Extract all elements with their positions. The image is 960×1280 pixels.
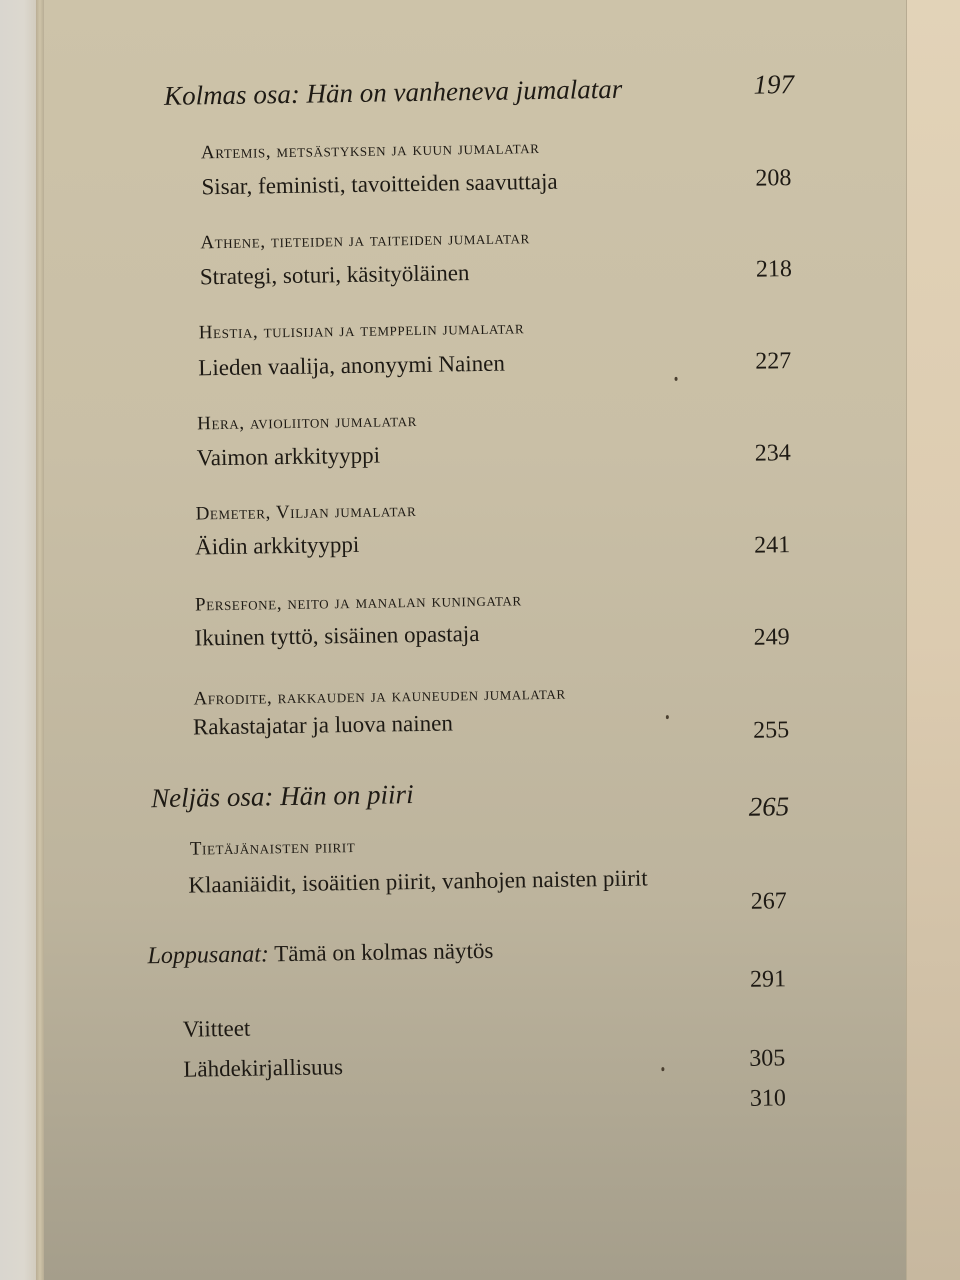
chapter-heading: Tietäjänaisten piirit bbox=[189, 835, 356, 860]
part-page-number: 197 bbox=[753, 69, 795, 100]
afterword-page-number: 291 bbox=[749, 966, 787, 993]
chapter-page-number: 241 bbox=[753, 532, 791, 559]
chapter-heading: Afrodite, rakkauden ja kauneuden jumalatar bbox=[193, 682, 566, 710]
chapter-page-number: 234 bbox=[754, 440, 791, 467]
chapter-title: Klaaniäidit, isoäitien piirit, vanhojen naisten piirit bbox=[188, 865, 648, 898]
chapter-page-number: 267 bbox=[750, 888, 787, 915]
chapter-heading: Persefone, neito ja manalan kuningatar bbox=[194, 589, 522, 616]
chapter-page-number: 255 bbox=[752, 717, 790, 744]
chapter-title: Äidin arkkityyppi bbox=[194, 531, 360, 560]
chapter-title: Sisar, feministi, tavoitteiden saavuttaja bbox=[201, 168, 558, 200]
part-page-number: 265 bbox=[748, 791, 790, 822]
afterword-label: Loppusanat: bbox=[147, 941, 270, 970]
chapter-heading: Hera, avioliiton jumalatar bbox=[197, 409, 418, 435]
chapter-page-number: 218 bbox=[755, 256, 793, 283]
chapter-heading: Athene, tieteiden ja taiteiden jumalatar bbox=[200, 227, 530, 254]
paper-speck bbox=[666, 715, 669, 719]
chapter-title: Ikuinen tyttö, sisäinen opastaja bbox=[194, 621, 480, 651]
chapter-heading: Demeter, Viljan jumalatar bbox=[195, 499, 417, 525]
chapter-page-number: 208 bbox=[755, 165, 792, 192]
afterword-title bbox=[147, 938, 493, 970]
chapter-title: Strategi, soturi, käsityöläinen bbox=[199, 260, 470, 290]
part-title: Kolmas osa: Hän on vanheneva jumalatar bbox=[163, 73, 623, 111]
chapter-page-number: 249 bbox=[753, 624, 790, 651]
chapter-page-number: 227 bbox=[755, 348, 792, 375]
paper-speck bbox=[675, 377, 678, 381]
paper-speck bbox=[661, 1067, 664, 1071]
part-title: Neljäs osa: Hän on piiri bbox=[150, 779, 414, 814]
back-matter-title: Viitteet bbox=[182, 1015, 251, 1042]
chapter-title: Vaimon arkkityyppi bbox=[196, 442, 381, 471]
chapter-heading: Hestia, tulisijan ja temppelin jumalatar bbox=[198, 317, 525, 344]
back-matter-title: Lähdekirjallisuus bbox=[183, 1054, 344, 1082]
back-matter-page-number: 310 bbox=[749, 1085, 787, 1112]
chapter-heading: Artemis, metsästyksen ja kuun jumalatar bbox=[200, 137, 540, 164]
back-matter-page-number: 305 bbox=[749, 1045, 786, 1072]
afterword-subtitle: Tämä on kolmas näytös bbox=[268, 937, 494, 967]
chapter-title: Rakastajatar ja luova nainen bbox=[192, 710, 454, 740]
chapter-title: Lieden vaalija, anonyymi Nainen bbox=[198, 350, 506, 381]
